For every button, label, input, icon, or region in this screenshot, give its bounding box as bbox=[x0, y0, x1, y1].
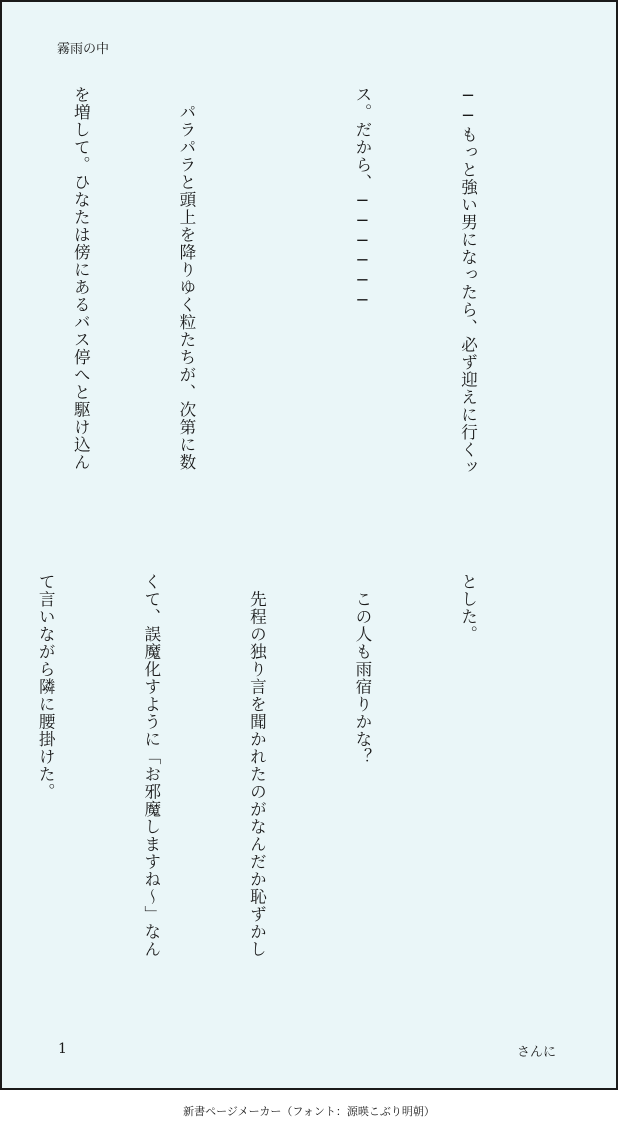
text-column: ──もっと強い男になったら、必ず迎えに行くッ bbox=[458, 86, 478, 476]
text-column: 先程の独り言を聞かれたのがなんだか恥ずかし bbox=[247, 573, 267, 958]
page-number: 1 bbox=[58, 1041, 67, 1057]
page-title: 霧雨の中 bbox=[57, 42, 110, 57]
generator-caption: 新書ページメーカー（フォント：源暎こぶり明朝） bbox=[183, 1105, 435, 1118]
text-block-top bbox=[0, 86, 556, 546]
text-column: この人も雨宿りかな？ bbox=[352, 573, 372, 766]
text-column: くて、誤魔化すように「お邪魔しますね〜」なん bbox=[141, 573, 161, 958]
text-column: パラパラと頭上を降りゆく粒たちが、次第に数 bbox=[176, 86, 196, 471]
text-block-bottom bbox=[0, 573, 556, 993]
author-name: さんに bbox=[516, 1045, 556, 1060]
text-column: て言いながら隣に腰掛けた。 bbox=[36, 573, 56, 801]
text-column: を増して。ひなたは傍にあるバス停へと駆け込ん bbox=[71, 86, 91, 471]
text-column: ス。だから、────── bbox=[352, 86, 372, 311]
text-column: とした。 bbox=[458, 573, 478, 643]
